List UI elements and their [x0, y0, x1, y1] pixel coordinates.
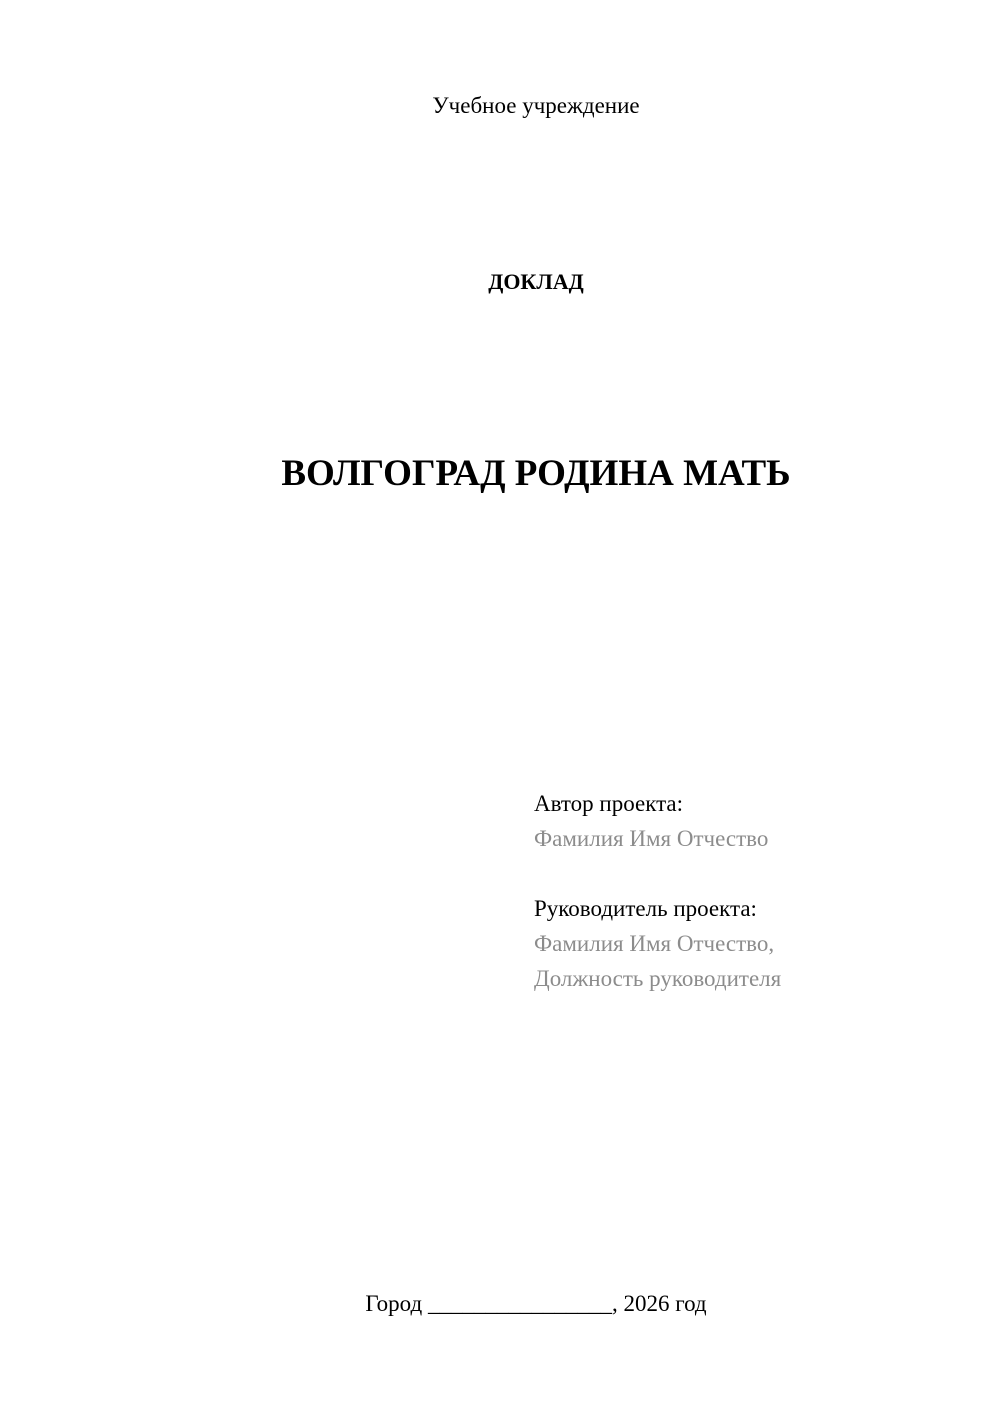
credits-block [534, 786, 974, 996]
supervisor-position: Должность руководителя [534, 966, 782, 991]
author-label: Автор проекта: [534, 791, 683, 816]
institution-name: Учебное учреждение [432, 93, 640, 118]
credits-spacer [534, 856, 974, 891]
city-year-footer: Город ________________, 2026 год [365, 1291, 707, 1316]
document-title: ВОЛГОГРАД РОДИНА МАТЬ [281, 453, 791, 494]
supervisor-label: Руководитель проекта: [534, 896, 757, 921]
supervisor-name: Фамилия Имя Отчество, [534, 931, 775, 956]
document-type: ДОКЛАД [488, 269, 584, 294]
author-name: Фамилия Имя Отчество [534, 826, 769, 851]
